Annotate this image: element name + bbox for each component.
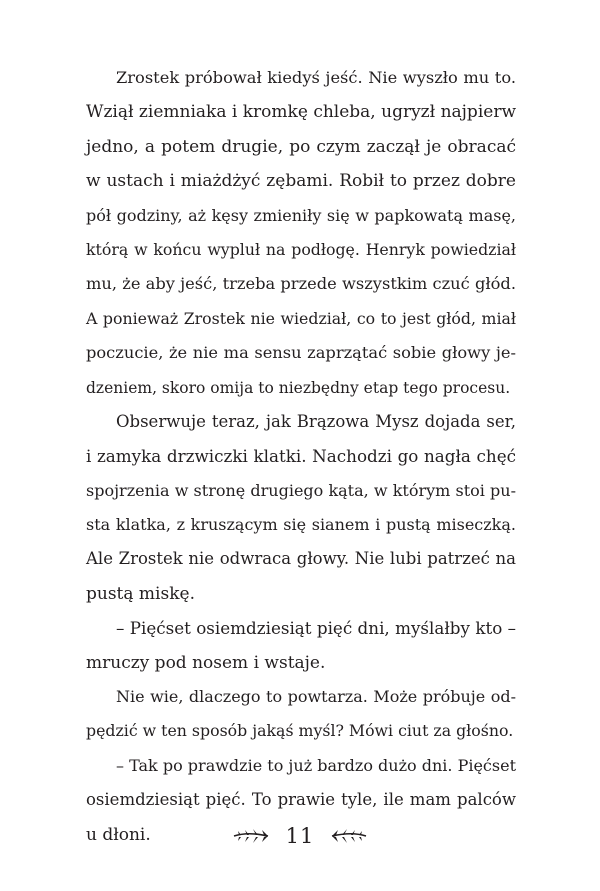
text-line: Nie wie, dlaczego to powtarza. Może próbuje od- xyxy=(116,687,516,707)
text-line: i zamyka drzwiczki klatki. Nachodzi go nagła chęć xyxy=(86,446,516,467)
page-number: 11 xyxy=(285,824,315,848)
text-line: – Tak po prawdzie to już bardzo dużo dni. Pięćset xyxy=(116,755,516,775)
text-line: osiemdziesiąt pięć. To prawie tyle, ile mam palców xyxy=(86,790,516,810)
text-line: którą w końcu wypluł na podłogę. Henryk powiedział xyxy=(86,239,516,259)
text-line: pół godziny, aż kęsy zmieniły się w papkowatą masę, xyxy=(86,205,516,225)
text-line: A ponieważ Zrostek nie wiedział, co to jest głód, miał xyxy=(86,308,516,328)
text-line: jedno, a potem drugie, po czym zaczął je obracać xyxy=(86,136,516,157)
body-text xyxy=(86,61,516,852)
text-line: – Pięćset osiemdziesiąt pięć dni, myślałby kto – xyxy=(116,618,516,639)
text-line: dzeniem, skoro omija to niezbędny etap tego procesu. xyxy=(86,378,511,397)
text-line: mruczy pod nosem i wstaje. xyxy=(86,652,326,673)
text-line: Ale Zrostek nie odwraca głowy. Nie lubi patrzeć na xyxy=(86,549,516,569)
text-line: pustą miskę. xyxy=(86,583,195,604)
text-line: mu, że aby jeść, trzeba przede wszystkim czuć głód. xyxy=(86,274,516,294)
text-line: w ustach i miażdżyć zębami. Robił to przez dobre xyxy=(86,171,516,192)
text-line: poczucie, że nie ma sensu zaprzątać sobie głowy je- xyxy=(86,343,516,363)
text-line: u dłoni. xyxy=(86,824,151,845)
text-line: Zrostek próbował kiedyś jeść. Nie wyszło mu to. xyxy=(116,68,516,87)
page-footer xyxy=(0,816,600,856)
text-line: Obserwuje teraz, jak Brązowa Mysz dojada ser, xyxy=(116,411,516,431)
text-line: spojrzenia w stronę drugiego kąta, w którym stoi pu- xyxy=(86,480,516,500)
leaf-sprig-icon xyxy=(328,827,368,845)
leaf-sprig-icon xyxy=(232,827,272,845)
text-line: Wziął ziemniaka i kromkę chleba, ugryzł najpierw xyxy=(86,102,516,123)
text-line: sta klatka, z kruszącym się sianem i pustą miseczką. xyxy=(86,515,516,535)
text-line: pędzić w ten sposób jakąś myśl? Mówi ciut za głośno. xyxy=(86,721,514,741)
